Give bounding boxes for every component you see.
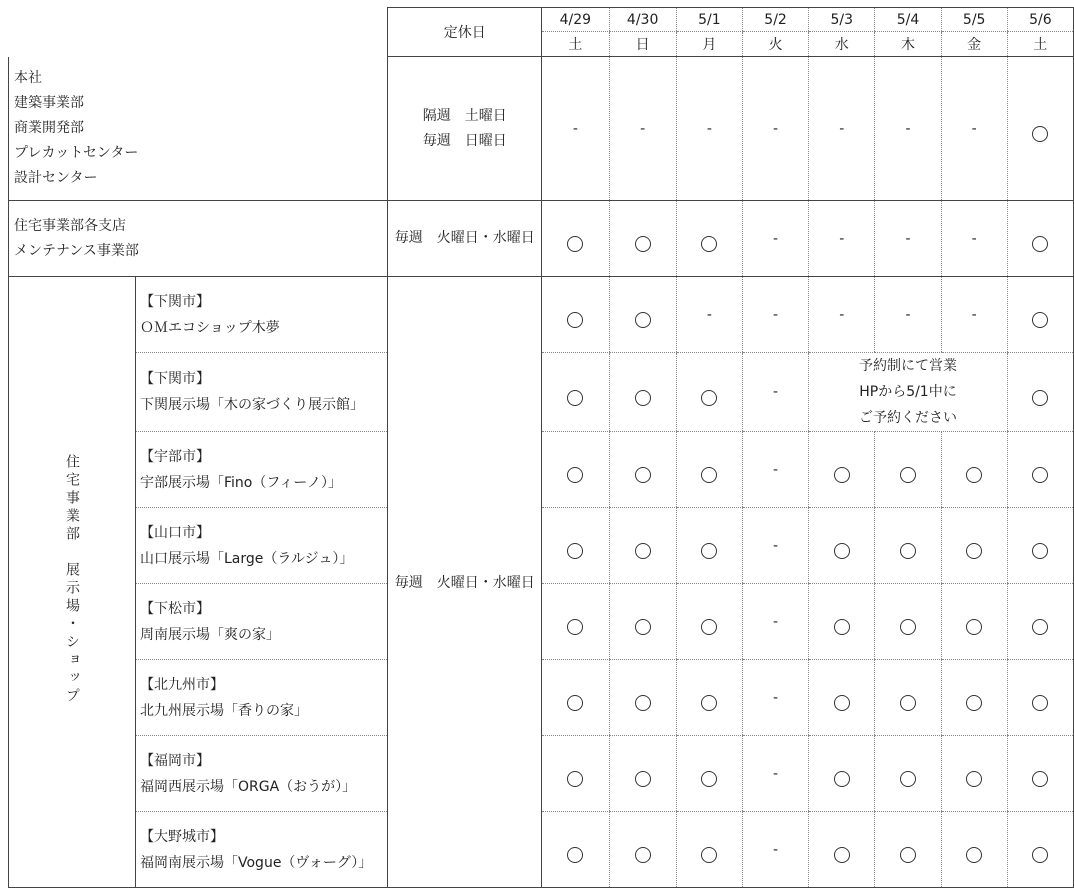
showroom-row (9, 353, 1074, 432)
reservation-note (809, 353, 1008, 432)
note-line: HPから5/1中に (859, 384, 957, 400)
open-mark (567, 695, 583, 711)
showroom-city: 【下関市】 (140, 371, 210, 387)
status-cell (742, 277, 808, 353)
open-mark (900, 771, 916, 787)
weekday-header (742, 32, 808, 57)
status-cell (609, 736, 676, 812)
department-row (9, 57, 1074, 201)
closed-mark: - (905, 230, 911, 247)
weekday-header (941, 32, 1007, 57)
closed-mark: - (773, 306, 779, 323)
date-header (676, 8, 742, 32)
status-cell (676, 353, 742, 432)
weekday-header (609, 32, 676, 57)
status-cell (542, 432, 609, 508)
department-name: 設計センター (14, 169, 98, 186)
showroom-city: 【宇部市】 (140, 448, 210, 465)
department-name: 建築事業部 (14, 94, 84, 111)
weekday-label: 木 (900, 37, 915, 53)
status-cell (542, 57, 609, 201)
open-mark (701, 771, 717, 787)
date-header (941, 8, 1007, 32)
status-cell (1007, 584, 1073, 660)
department-name: 商業開発部 (14, 119, 84, 136)
open-mark (1032, 619, 1048, 635)
date-label: 5/6 (1029, 11, 1052, 28)
status-cell (1007, 812, 1073, 888)
showroom-name-cell (136, 660, 388, 736)
status-cell (676, 201, 742, 277)
status-cell (742, 201, 808, 277)
status-cell (742, 57, 808, 201)
status-cell (941, 277, 1007, 353)
showroom-name-cell (136, 812, 388, 888)
status-cell (542, 508, 609, 584)
status-cell (809, 660, 875, 736)
department-name: 本社 (14, 69, 42, 86)
date-label: 5/4 (896, 11, 920, 28)
open-mark (966, 467, 982, 483)
open-mark (900, 847, 916, 863)
closed-mark: - (706, 306, 712, 323)
closed-mark: - (971, 120, 977, 137)
holiday-header (388, 8, 542, 57)
section-label-text: 住宅事業部 展示場・ショップ (64, 454, 80, 706)
status-cell (609, 353, 676, 432)
showroom-name: 宇部展示場「Fino（フィーノ）」 (140, 474, 342, 491)
status-cell (542, 812, 609, 888)
showroom-city: 【大野城市】 (140, 828, 224, 845)
closed-mark: - (839, 306, 845, 323)
showroom-name: 福岡西展示場「ORGA（おうが）」 (140, 778, 357, 795)
department-row (9, 201, 1074, 277)
status-cell (542, 736, 609, 812)
open-mark (1032, 126, 1048, 142)
closed-mark: - (773, 841, 779, 858)
status-cell (809, 277, 875, 353)
open-mark (567, 771, 583, 787)
showroom-row (9, 812, 1074, 888)
closed-mark: - (572, 120, 578, 137)
status-cell (609, 201, 676, 277)
status-cell (1007, 432, 1073, 508)
date-header (1007, 8, 1073, 32)
status-cell (941, 584, 1007, 660)
showroom-row (9, 660, 1074, 736)
weekday-header (875, 32, 941, 57)
status-cell (742, 508, 808, 584)
open-mark (834, 847, 850, 863)
status-cell (742, 660, 808, 736)
open-mark (567, 619, 583, 635)
status-cell (875, 584, 941, 660)
status-cell (676, 736, 742, 812)
showroom-name: ＯＭエコショップ木夢 (140, 319, 280, 336)
open-mark (635, 847, 651, 863)
status-cell (875, 57, 941, 201)
status-cell (941, 508, 1007, 584)
status-cell (742, 584, 808, 660)
open-mark (701, 467, 717, 483)
closed-mark: - (773, 689, 779, 706)
showroom-name-cell (136, 353, 388, 432)
open-mark (567, 390, 583, 406)
open-mark (834, 543, 850, 559)
status-cell (609, 277, 676, 353)
date-label: 5/1 (698, 11, 721, 28)
closed-mark: - (839, 230, 845, 247)
weekday-label: 土 (568, 37, 583, 53)
date-header (542, 8, 609, 32)
showroom-row (9, 432, 1074, 508)
status-cell (875, 660, 941, 736)
status-cell (1007, 201, 1073, 277)
showroom-city: 【山口市】 (140, 524, 210, 541)
open-mark (701, 695, 717, 711)
status-cell (742, 353, 808, 432)
holiday-text: 毎週 火曜日・水曜日 (394, 575, 535, 591)
showroom-name-cell (136, 432, 388, 508)
open-mark (701, 543, 717, 559)
status-cell (809, 584, 875, 660)
open-mark (635, 312, 651, 328)
note-line: ご予約ください (858, 410, 957, 426)
status-cell (875, 432, 941, 508)
open-mark (567, 312, 583, 328)
open-mark (635, 543, 651, 559)
status-cell (676, 277, 742, 353)
status-cell (1007, 736, 1073, 812)
holiday-cell (388, 201, 542, 277)
showroom-section-label (9, 277, 136, 888)
status-cell (875, 201, 941, 277)
showroom-holiday-cell (388, 277, 542, 888)
date-label: 4/29 (559, 11, 592, 28)
date-label: 5/2 (764, 11, 787, 28)
open-mark (900, 619, 916, 635)
date-header (742, 8, 808, 32)
status-cell (875, 277, 941, 353)
note-line: 予約制にて営業 (858, 358, 957, 374)
open-mark (1032, 543, 1048, 559)
open-mark (567, 236, 583, 252)
open-mark (1032, 695, 1048, 711)
status-cell (542, 660, 609, 736)
showroom-name-cell (136, 277, 388, 353)
status-cell (609, 660, 676, 736)
date-header (809, 8, 875, 32)
closed-mark: - (971, 306, 977, 323)
showroom-row (9, 584, 1074, 660)
open-mark (900, 543, 916, 559)
status-cell (542, 584, 609, 660)
closed-mark: - (773, 537, 779, 554)
showroom-row (9, 277, 1074, 353)
department-name: プレカットセンター (14, 144, 139, 161)
showroom-name-cell (136, 508, 388, 584)
status-cell (676, 584, 742, 660)
weekday-header (809, 32, 875, 57)
status-cell (742, 812, 808, 888)
open-mark (635, 771, 651, 787)
open-mark (1032, 236, 1048, 252)
status-cell (609, 584, 676, 660)
open-mark (966, 771, 982, 787)
weekday-label: 月 (702, 37, 717, 53)
open-mark (1032, 467, 1048, 483)
holiday-text: 毎週 日曜日 (422, 132, 507, 149)
closed-mark: - (773, 120, 779, 137)
weekday-label: 火 (768, 37, 783, 53)
status-cell (609, 508, 676, 584)
weekday-label: 水 (834, 37, 849, 53)
holiday-cell (388, 57, 542, 201)
showroom-name-cell (136, 584, 388, 660)
status-cell (1007, 508, 1073, 584)
open-mark (635, 695, 651, 711)
open-mark (701, 619, 717, 635)
closed-mark: - (839, 120, 845, 137)
status-cell (941, 660, 1007, 736)
status-cell (809, 432, 875, 508)
status-cell (809, 201, 875, 277)
status-cell (609, 57, 676, 201)
date-header (875, 8, 941, 32)
status-cell (809, 736, 875, 812)
status-cell (676, 508, 742, 584)
open-mark (966, 619, 982, 635)
open-mark (834, 619, 850, 635)
open-mark (900, 467, 916, 483)
status-cell (809, 57, 875, 201)
status-cell (542, 353, 609, 432)
status-cell (941, 432, 1007, 508)
showroom-name: 福岡南展示場「Vogue（ヴォーグ）」 (140, 854, 373, 871)
closed-mark: - (773, 613, 779, 630)
weekday-header (676, 32, 742, 57)
department-names (9, 57, 388, 201)
status-cell (742, 736, 808, 812)
status-cell (875, 508, 941, 584)
closed-mark: - (905, 306, 911, 323)
status-cell (1007, 660, 1073, 736)
date-label: 4/30 (626, 11, 659, 28)
status-cell (1007, 277, 1073, 353)
holiday-header-label: 定休日 (443, 25, 486, 41)
status-cell (941, 736, 1007, 812)
status-cell (809, 812, 875, 888)
open-mark (1032, 312, 1048, 328)
closed-mark: - (773, 461, 779, 478)
open-mark (900, 695, 916, 711)
open-mark (966, 847, 982, 863)
showroom-name: 周南展示場「爽の家」 (140, 626, 280, 643)
open-mark (966, 543, 982, 559)
status-cell (875, 736, 941, 812)
open-mark (635, 390, 651, 406)
showroom-city: 【北九州市】 (140, 676, 224, 693)
status-cell (609, 432, 676, 508)
holiday-text: 毎週 火曜日・水曜日 (394, 230, 535, 246)
status-cell (676, 432, 742, 508)
holiday-text: 隔週 土曜日 (422, 107, 507, 124)
open-mark (701, 236, 717, 252)
open-mark (966, 695, 982, 711)
open-mark (834, 695, 850, 711)
closed-mark: - (706, 120, 712, 137)
status-cell (676, 812, 742, 888)
open-mark (701, 390, 717, 406)
status-cell (941, 201, 1007, 277)
open-mark (635, 236, 651, 252)
closed-mark: - (773, 230, 779, 247)
date-header (609, 8, 676, 32)
status-cell (1007, 353, 1073, 432)
status-cell (742, 432, 808, 508)
weekday-label: 金 (967, 37, 982, 53)
status-cell (542, 201, 609, 277)
open-mark (635, 619, 651, 635)
showroom-city: 【下関市】 (140, 293, 210, 310)
date-label: 5/3 (830, 11, 854, 28)
open-mark (635, 467, 651, 483)
closed-mark: - (971, 230, 977, 247)
showroom-row (9, 508, 1074, 584)
weekday-label: 土 (1033, 37, 1048, 53)
status-cell (941, 812, 1007, 888)
closed-mark: - (773, 384, 779, 400)
open-mark (1032, 847, 1048, 863)
closed-mark: - (640, 120, 646, 137)
closed-mark: - (773, 765, 779, 782)
showroom-city: 【下松市】 (140, 600, 210, 617)
department-name: 住宅事業部各支店 (14, 217, 126, 234)
status-cell (875, 812, 941, 888)
showroom-name-cell (136, 736, 388, 812)
header-blank (9, 8, 388, 57)
open-mark (567, 543, 583, 559)
status-cell (809, 508, 875, 584)
status-cell (542, 277, 609, 353)
weekday-header (1007, 32, 1073, 57)
holiday-schedule-table (8, 7, 1074, 888)
open-mark (567, 467, 583, 483)
open-mark (1032, 390, 1048, 406)
open-mark (834, 467, 850, 483)
status-cell (609, 812, 676, 888)
department-names (9, 201, 388, 277)
status-cell (1007, 57, 1073, 201)
showroom-name: 北九州展示場「香りの家」 (140, 702, 308, 719)
status-cell (676, 57, 742, 201)
department-name: メンテナンス事業部 (14, 242, 139, 259)
showroom-name: 下関展示場「木の家づくり展示館」 (140, 397, 364, 413)
weekday-label: 日 (635, 37, 650, 53)
closed-mark: - (905, 120, 911, 137)
weekday-header (542, 32, 609, 57)
showroom-city: 【福岡市】 (140, 752, 210, 769)
status-cell (676, 660, 742, 736)
open-mark (1032, 771, 1048, 787)
showroom-row (9, 736, 1074, 812)
status-cell (941, 57, 1007, 201)
date-label: 5/5 (962, 11, 986, 28)
open-mark (567, 847, 583, 863)
showroom-name: 山口展示場「Large（ラルジュ）」 (140, 550, 354, 567)
open-mark (701, 847, 717, 863)
open-mark (834, 771, 850, 787)
